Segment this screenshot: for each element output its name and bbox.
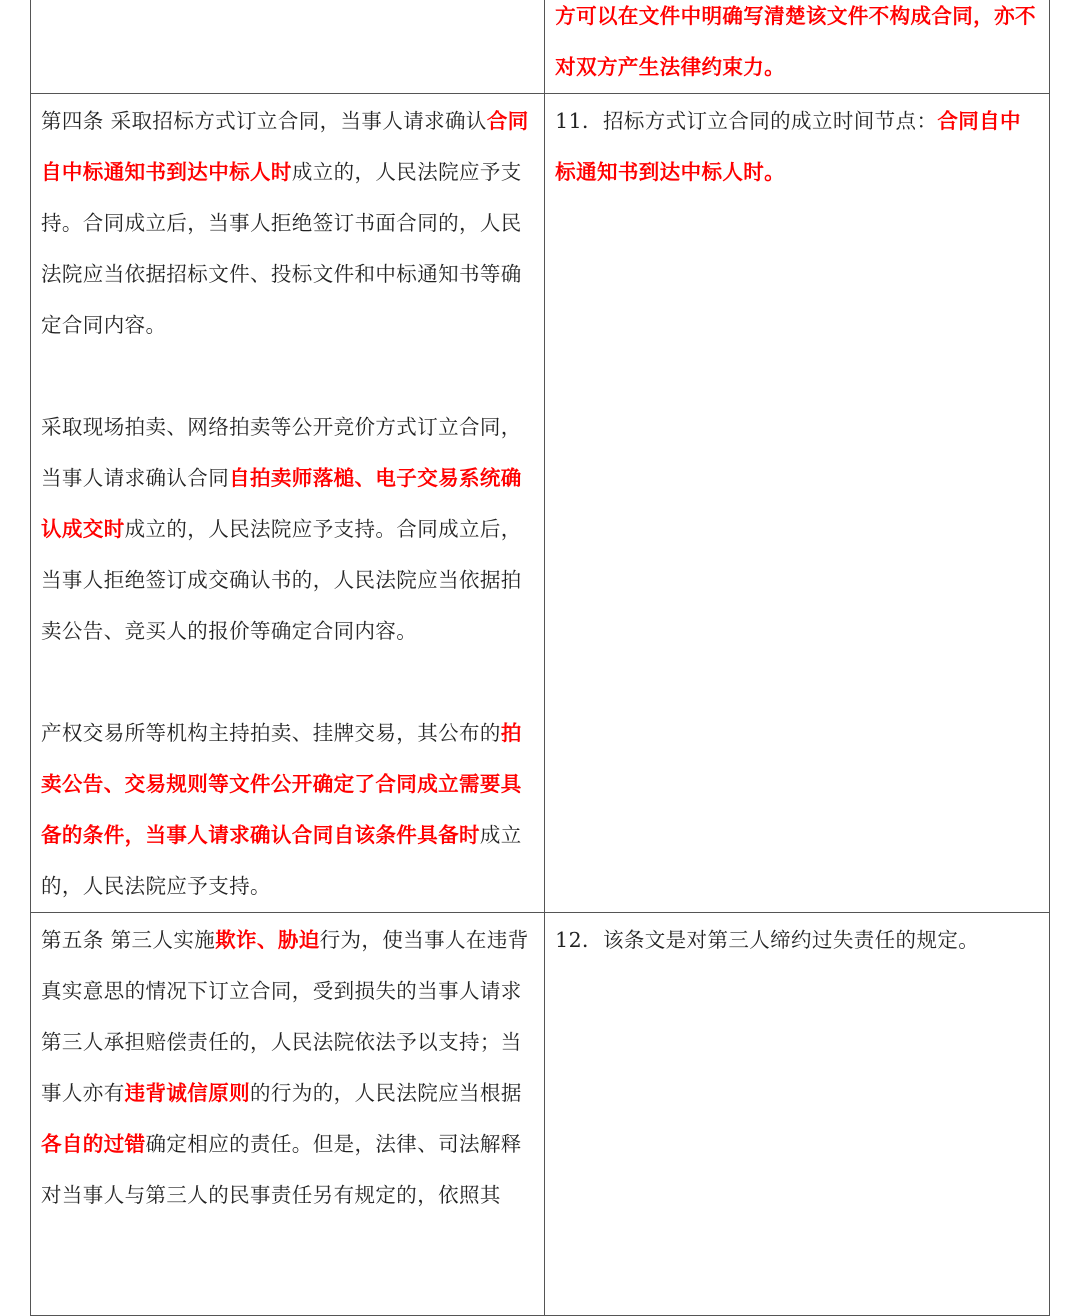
body-text: 采取现场拍卖、网络拍卖等公开竞价方式订立合同，当事人请求确认合同 (41, 415, 522, 490)
paragraph-gap (41, 351, 534, 402)
table-row (31, 0, 1050, 94)
highlight-text: 各自的过错 (41, 1132, 146, 1156)
body-text: 成立的，人民法院应予支持。合同成立后，当事人拒绝签订成交确认书的，人民法院应当依据拍卖公告、竞买人的报价等确定合同内容。 (41, 517, 522, 643)
paragraph-gap (41, 657, 534, 708)
body-text: 确定相应的责任。但是，法律、司法解释对当事人与第三人的民事责任另有规定的，依照其 (41, 1132, 522, 1207)
article-4-paragraph-2 (41, 402, 534, 657)
body-text: 成立的，人民法院应予支持。合同成立后，当事人拒绝签订书面合同的，人民法院应当依据招标文件、投标文件和中标通知书等确定合同内容。 (41, 160, 522, 337)
body-text: 第五条 第三人实施 (41, 928, 216, 952)
table-row (31, 913, 1050, 1316)
body-text: 成立的，人民法院应予支持。 (41, 823, 522, 898)
note-cell (545, 0, 1050, 94)
highlight-text: 欺诈、胁迫 (215, 928, 320, 952)
article-cell (31, 94, 545, 913)
body-text: 11．招标方式订立合同的成立时间节点： (555, 109, 938, 133)
body-text: 12．该条文是对第三人缔约过失责任的规定。 (555, 928, 980, 952)
body-text: 的行为的，人民法院应当根据 (250, 1081, 522, 1105)
highlight-text: 方可以在文件中明确写清楚该文件不构成合同，亦不对双方产生法律约束力。 (555, 4, 1036, 79)
article-5-paragraph-1 (41, 915, 534, 1221)
body-text: 产权交易所等机构主持拍卖、挂牌交易，其公布的 (41, 721, 501, 745)
highlight-text: 合同自中标通知书到达中标人时。 (555, 109, 1021, 184)
note-11-paragraph (555, 96, 1039, 198)
body-text: 第四条 采取招标方式订立合同，当事人请求确认 (41, 109, 487, 133)
comparison-table (30, 0, 1050, 1316)
highlight-text: 合同自中标通知书到达中标人时 (41, 109, 529, 184)
note-12-paragraph (555, 915, 1039, 966)
body-text: 行为，使当事人在违背真实意思的情况下订立合同，受到损失的当事人请求第三人承担赔偿责任的，人民法院依法予以支持；当事人亦有 (41, 928, 529, 1105)
article-cell (31, 913, 545, 1316)
table-row (31, 94, 1050, 913)
article-4-paragraph-1 (41, 96, 534, 351)
note-cell (545, 913, 1050, 1316)
note-paragraph (555, 0, 1039, 93)
highlight-text: 拍卖公告、交易规则等文件公开确定了合同成立需要具备的条件，当事人请求确认合同自该条件具备时 (41, 721, 522, 847)
highlight-text: 违背诚信原则 (124, 1081, 251, 1105)
note-cell (545, 94, 1050, 913)
article-4-paragraph-3 (41, 708, 534, 912)
article-cell (31, 0, 545, 94)
highlight-text: 自拍卖师落槌、电子交易系统确认成交时 (41, 466, 522, 541)
